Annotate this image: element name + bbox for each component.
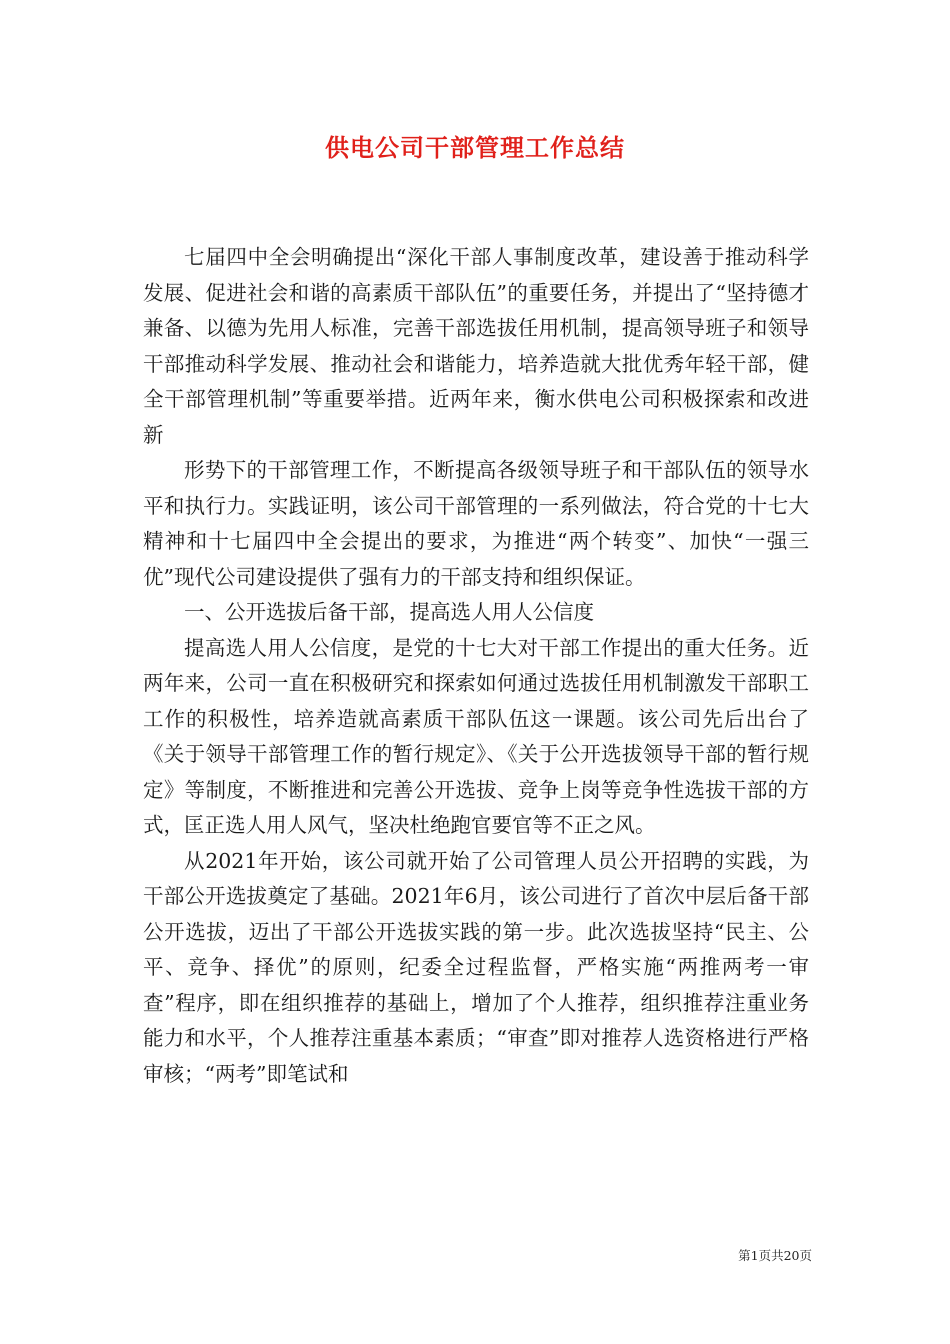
paragraph-situation: 形势下的干部管理工作，不断提高各级领导班子和干部队伍的领导水平和执行力。实践证明，该公司干部管理的一系列做法，符合党的十七大精神和十七届四中全会提出的要求，为推进“两个转变”、加快“一强三优”现代公司建设提供了强有力的干部支持和组织保证。: [143, 458, 809, 589]
paragraph-intro: 七届四中全会明确提出“深化干部人事制度改革，建设善于推动科学发展、促进社会和谐的高素质干部队伍”的重要任务，并提出了“坚持德才兼备、以德为先用人标准，完善干部选拔任用机制，提高领导班子和领导干部推动科学发展、推动社会和谐能力，培养造就大批优秀年轻干部，健全干部管理机制”等重要举措。近两年来，衡水供电公司积极探索和改进新: [143, 245, 809, 447]
document-body: [143, 240, 809, 1092]
paragraph-credibility: 提高选人用人公信度，是党的十七大对干部工作提出的重大任务。近两年来，公司一直在积极研究和探索如何通过选拔任用机制激发干部职工工作的积极性，培养造就高素质干部队伍这一课题。该公司先后出台了《关于领导干部管理工作的暂行规定》、《关于公开选拔领导干部的暂行规定》等制度，不断推进和完善公开选拔、竞争上岗等竞争性选拔干部的方式，匡正选人用人风气，坚决杜绝跑官要官等不正之风。: [143, 635, 809, 837]
document-title: 供电公司干部管理工作总结: [325, 133, 625, 162]
page-number: 第1页共20页: [738, 1248, 812, 1263]
paragraph-practice: 从2021年开始，该公司就开始了公司管理人员公开招聘的实践，为干部公开选拔奠定了基础。2021年6月，该公司进行了首次中层后备干部公开选拔，迈出了干部公开选拔实践的第一步。此次选拔坚持“民主、公平、竞争、择优”的原则，纪委全过程监督，严格实施“两推两考一审查”程序，即在组织推荐的基础上，增加了个人推荐，组织推荐注重业务能力和水平，个人推荐注重基本素质；“审查”即对推荐人选资格进行严格审核；“两考”即笔试和: [143, 848, 809, 1086]
section-heading-1: 一、公开选拔后备干部，提高选人用人公信度: [184, 600, 594, 624]
